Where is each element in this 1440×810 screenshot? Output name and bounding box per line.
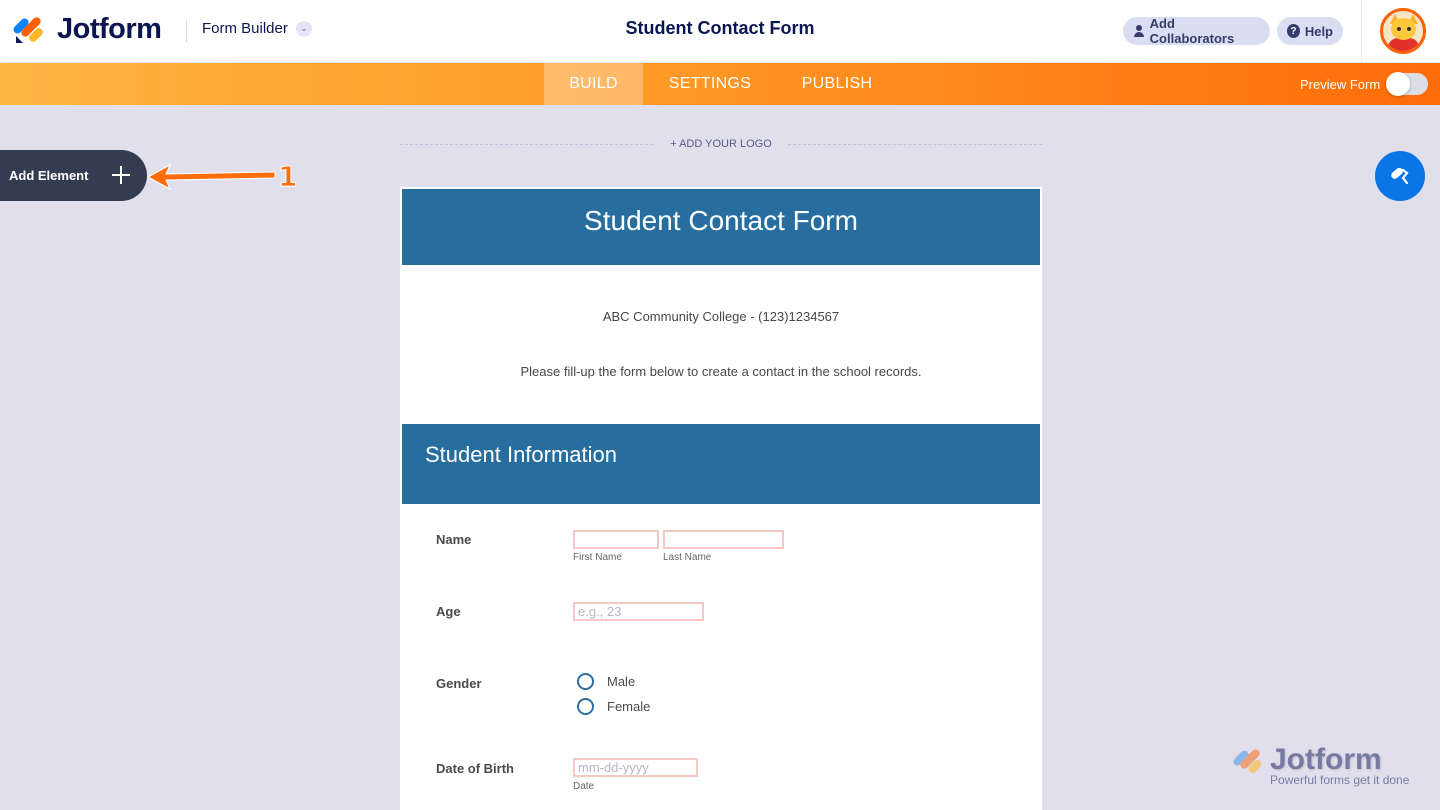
add-logo-button[interactable]: + ADD YOUR LOGO (670, 138, 772, 150)
paint-roller-icon (1388, 164, 1412, 188)
form-instructions[interactable]: Please fill-up the form below to create a contact in the school records. (520, 364, 922, 379)
add-logo-row (400, 136, 1042, 154)
form-subheading[interactable]: ABC Community College - (123)1234567 (602, 309, 840, 324)
dashed-divider (400, 144, 653, 145)
watermark-brand: Jotform (1270, 743, 1382, 776)
preview-form-control (1300, 63, 1428, 105)
radio-male[interactable] (577, 673, 594, 690)
first-name-input[interactable] (573, 530, 659, 549)
tab-build[interactable]: BUILD (544, 63, 643, 105)
help-label: Help (1304, 23, 1333, 39)
preview-form-toggle[interactable] (1386, 73, 1428, 95)
top-header (0, 0, 1440, 63)
dob-label: Date of Birth (436, 761, 514, 776)
user-icon (1133, 25, 1145, 37)
watermark-tagline: Powerful forms get it done (1270, 773, 1410, 787)
header-divider (186, 20, 187, 42)
dob-placeholder: mm-dd-yyyy (578, 760, 649, 775)
brand-name: Jotform (57, 13, 162, 45)
form-builder-switcher[interactable] (202, 20, 312, 37)
age-label: Age (436, 604, 461, 619)
chevron-down-icon: ⌄ (296, 21, 312, 37)
jotform-logo-icon (15, 14, 45, 46)
avatar[interactable] (1380, 8, 1426, 54)
help-button[interactable] (1277, 17, 1343, 45)
jotform-logo[interactable] (15, 13, 161, 46)
form-canvas (399, 186, 1043, 810)
preview-form-label: Preview Form (1300, 76, 1381, 92)
add-collaborators-button[interactable] (1123, 17, 1270, 45)
name-label: Name (436, 532, 472, 547)
form-title[interactable]: Student Contact Form (625, 18, 815, 38)
dashed-divider (788, 144, 1042, 145)
help-icon: ? (1287, 24, 1300, 38)
add-collaborators-label: Add Collaborators (1149, 16, 1235, 46)
radio-female-label[interactable]: Female (607, 699, 651, 714)
last-name-input[interactable] (663, 530, 784, 549)
gender-label: Gender (436, 676, 482, 691)
form-heading: Student Contact Form (584, 205, 858, 236)
age-input[interactable] (573, 602, 704, 621)
dob-sublabel: Date (573, 781, 595, 792)
jotform-watermark (1234, 745, 1414, 790)
annotation-arrow-icon (148, 163, 278, 191)
tab-publish[interactable]: PUBLISH (801, 75, 873, 92)
last-name-sublabel: Last Name (663, 552, 712, 563)
first-name-sublabel: First Name (573, 552, 622, 563)
add-element-button[interactable] (0, 150, 147, 201)
tab-settings[interactable]: SETTINGS (668, 75, 752, 92)
age-placeholder: e.g., 23 (578, 604, 622, 619)
header-separator (1361, 0, 1362, 63)
annotation-number: 1 (278, 160, 298, 193)
form-builder-label: Form Builder (202, 20, 288, 37)
section-header[interactable] (402, 424, 1040, 504)
plus-icon (111, 165, 131, 185)
dob-input[interactable] (573, 758, 698, 777)
radio-male-label[interactable]: Male (607, 674, 636, 689)
radio-female[interactable] (577, 698, 594, 715)
add-element-label: Add Element (9, 168, 89, 183)
form-header[interactable] (402, 189, 1040, 265)
builder-nav (0, 63, 1440, 105)
form-designer-button[interactable] (1375, 151, 1425, 201)
section-title: Student Information (425, 442, 618, 467)
